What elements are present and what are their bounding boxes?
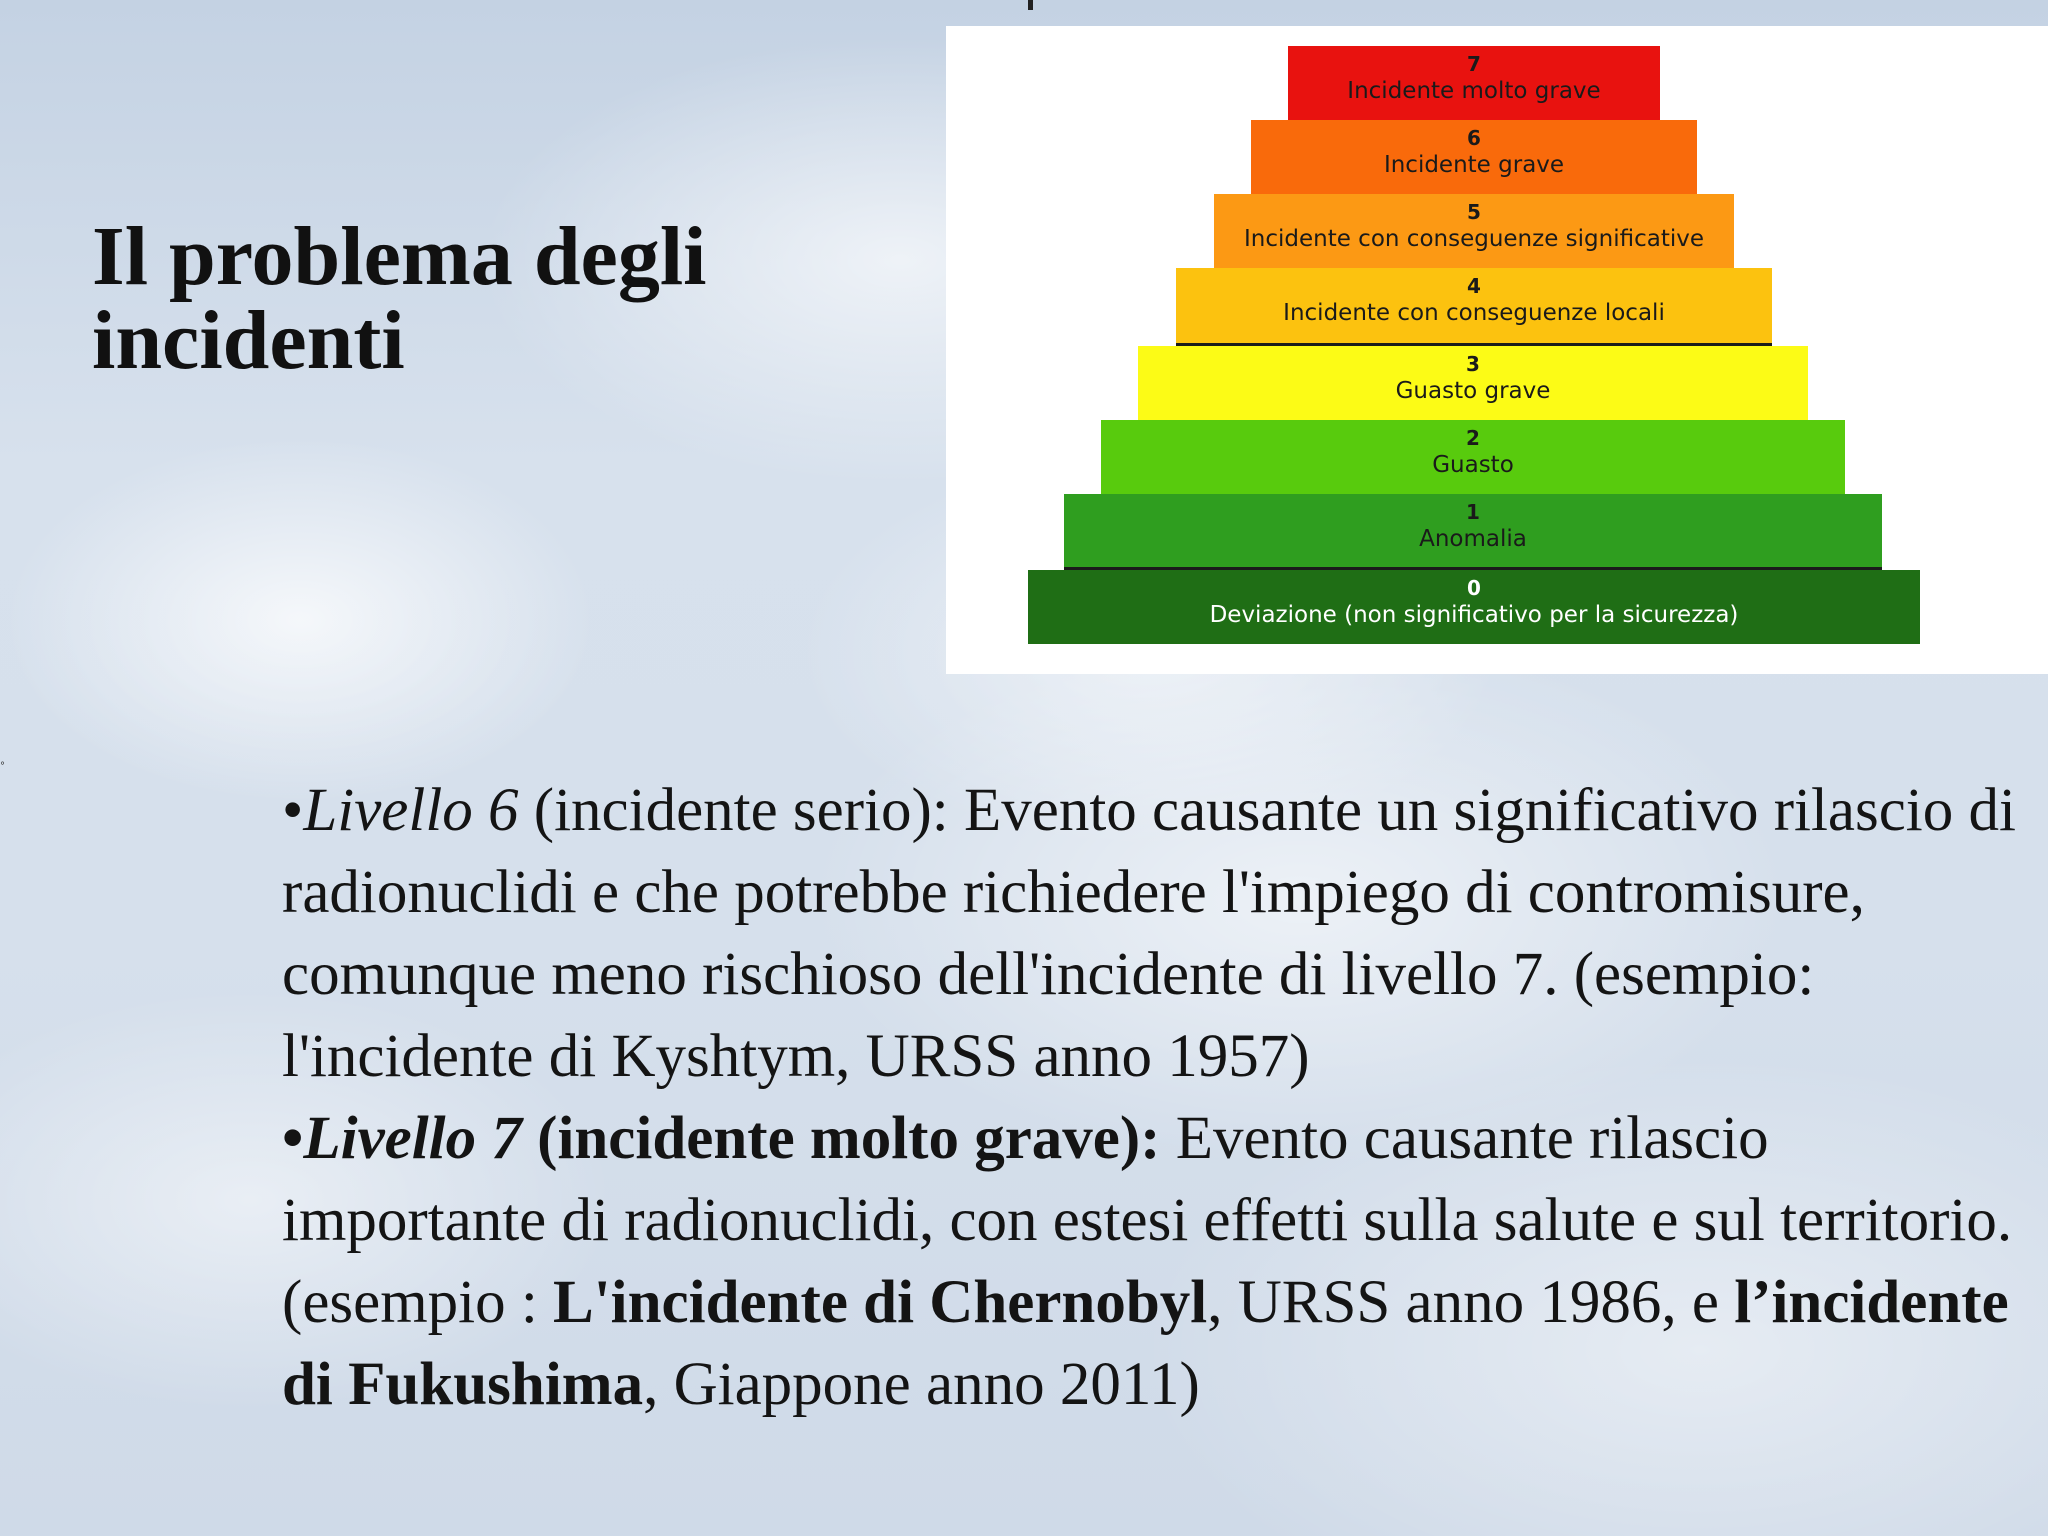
- level-number: 3: [1466, 352, 1480, 376]
- level-7-description-end: , Giappone anno 2011): [643, 1351, 1200, 1418]
- chernobyl-example: L'incidente di Chernobyl: [553, 1269, 1208, 1336]
- level-number: 5: [1467, 200, 1481, 224]
- level-label: Anomalia: [1419, 526, 1527, 552]
- pyramid-level-5: [1214, 194, 1734, 268]
- level-label: Guasto: [1432, 452, 1514, 478]
- pyramid-level-7: [1288, 46, 1660, 120]
- level-label: Incidente con conseguenze locali: [1283, 300, 1665, 326]
- level-label: Deviazione (non significativo per la sicurezza): [1209, 602, 1739, 628]
- pyramid-level-0: [1028, 570, 1920, 644]
- level-number: 4: [1467, 274, 1481, 298]
- body-text: [282, 770, 2022, 1426]
- level-label: Incidente molto grave: [1347, 78, 1601, 104]
- level-label: Guasto grave: [1395, 378, 1551, 404]
- bullet-icon: •: [282, 1105, 304, 1172]
- pyramid-level-6: [1251, 120, 1697, 194]
- level-label: Incidente grave: [1383, 152, 1565, 178]
- level-7-term: Livello 7: [303, 1105, 522, 1172]
- bullet-icon: •: [282, 777, 304, 844]
- pyramid-level-2: [1101, 420, 1845, 494]
- level-7-description-cont: , URSS anno 1986, e: [1207, 1269, 1735, 1336]
- bullet-level-6: [282, 770, 2022, 1098]
- level-number: 1: [1466, 500, 1480, 524]
- pyramid-level-4: [1176, 268, 1772, 346]
- level-number: 2: [1466, 426, 1480, 450]
- level-7-heading: (incidente molto grave):: [521, 1105, 1161, 1172]
- level-6-description: (incidente serio): Evento causante un significativo rilascio di radionuclidi e che potrebbe richiedere l'impiego di contromisure, comunque meno rischioso dell'incidente di livello 7. (esempio: l'incidente di Kyshtym, URSS anno 1957): [282, 777, 2016, 1090]
- level-6-term: Livello 6: [303, 777, 519, 844]
- level-label: Incidente con conseguenze significative: [1243, 226, 1704, 252]
- top-edge-mark: [1028, 0, 1033, 10]
- slide-title: Il problema degli incidenti: [92, 210, 707, 387]
- bullet-level-7: [282, 1098, 2022, 1426]
- ines-scale-pyramid: [946, 26, 2048, 674]
- level-number: 7: [1467, 52, 1481, 76]
- level-number: 0: [1467, 576, 1481, 600]
- fukushima-example: l’incidente di Fukushima: [282, 1269, 2009, 1418]
- edge-marker: °: [0, 761, 5, 772]
- level-number: 6: [1467, 126, 1481, 150]
- level-7-description: Evento causante rilascio importante di radionuclidi, con estesi effetti sulla salute e sul territorio. (esempio :: [282, 1105, 2013, 1336]
- pyramid-level-3: [1138, 346, 1808, 420]
- pyramid-level-1: [1064, 494, 1882, 570]
